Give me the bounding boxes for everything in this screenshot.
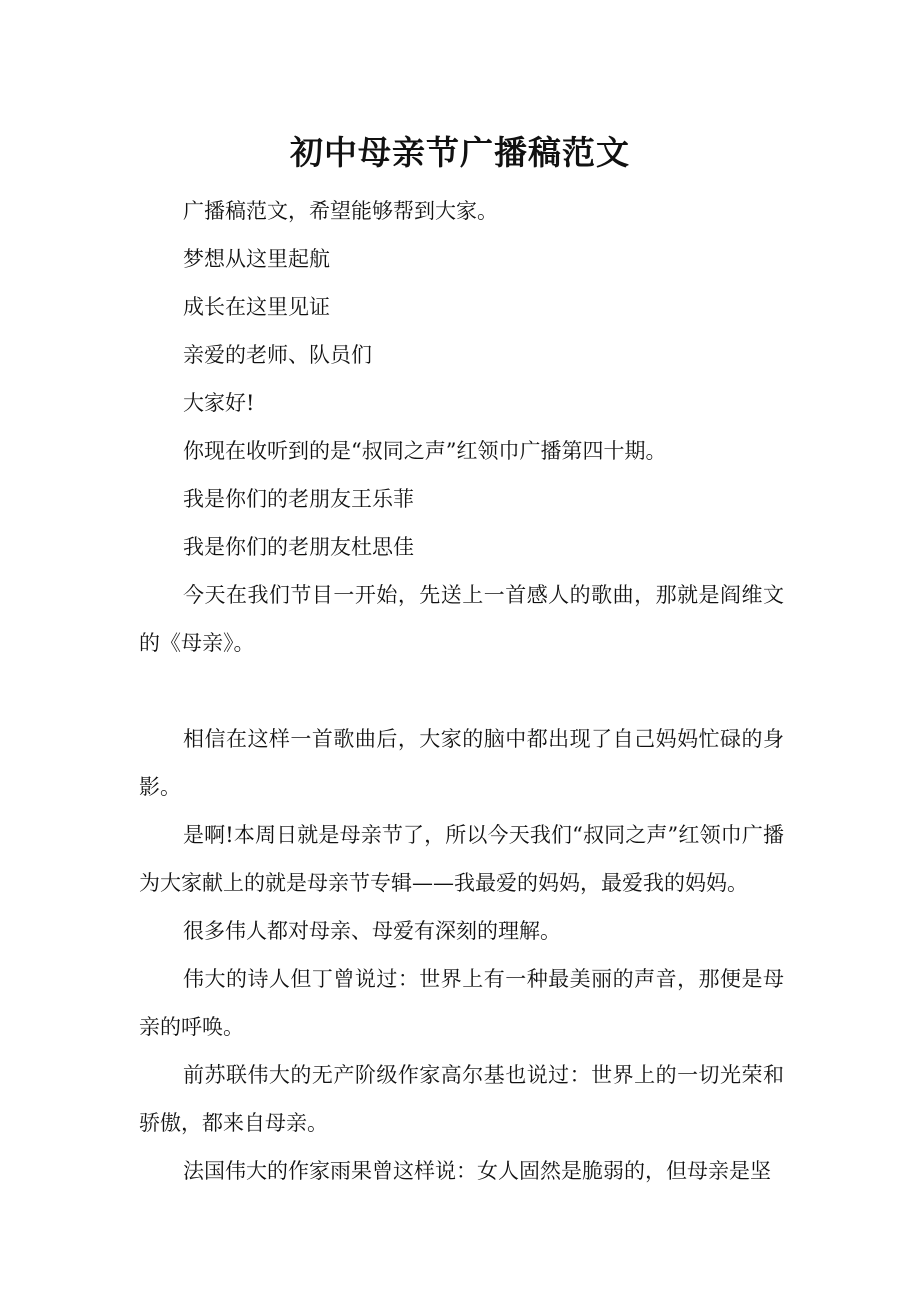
- paragraph: 很多伟人都对母亲、母爱有深刻的理解。: [183, 919, 561, 943]
- paragraph: 是啊!本周日就是母亲节了，所以今天我们“叔同之声”红领巾广播为大家献上的就是母亲节专辑——我最爱的妈妈，最爱我的妈妈。: [139, 823, 784, 895]
- paragraph: 前苏联伟大的无产阶级作家高尔基也说过：世界上的一切光荣和骄傲，都来自母亲。: [139, 1063, 784, 1135]
- paragraph: 我是你们的老朋友杜思佳: [183, 535, 414, 559]
- paragraph: 广播稿范文，希望能够帮到大家。: [183, 199, 498, 223]
- paragraph: 你现在收听到的是“叔同之声”红领巾广播第四十期。: [183, 439, 667, 463]
- paragraph: 大家好!: [183, 391, 255, 415]
- paragraph: 今天在我们节目一开始，先送上一首感人的歌曲，那就是阎维文的《母亲》。: [139, 583, 784, 655]
- paragraph: 梦想从这里起航: [183, 247, 330, 271]
- document-body: [139, 187, 784, 1195]
- paragraph: 伟大的诗人但丁曾说过：世界上有一种最美丽的声音，那便是母亲的呼唤。: [139, 967, 784, 1039]
- paragraph: 成长在这里见证: [183, 295, 330, 319]
- paragraph: 法国伟大的作家雨果曾这样说：女人固然是脆弱的，但母亲是坚: [183, 1159, 771, 1183]
- paragraph: 相信在这样一首歌曲后，大家的脑中都出现了自己妈妈忙碌的身影。: [139, 727, 784, 799]
- paragraph: 亲爱的老师、队员们: [183, 343, 372, 367]
- document-title: 初中母亲节广播稿范文: [290, 133, 630, 172]
- paragraph: 我是你们的老朋友王乐菲: [183, 487, 414, 511]
- blank-line: [139, 667, 784, 715]
